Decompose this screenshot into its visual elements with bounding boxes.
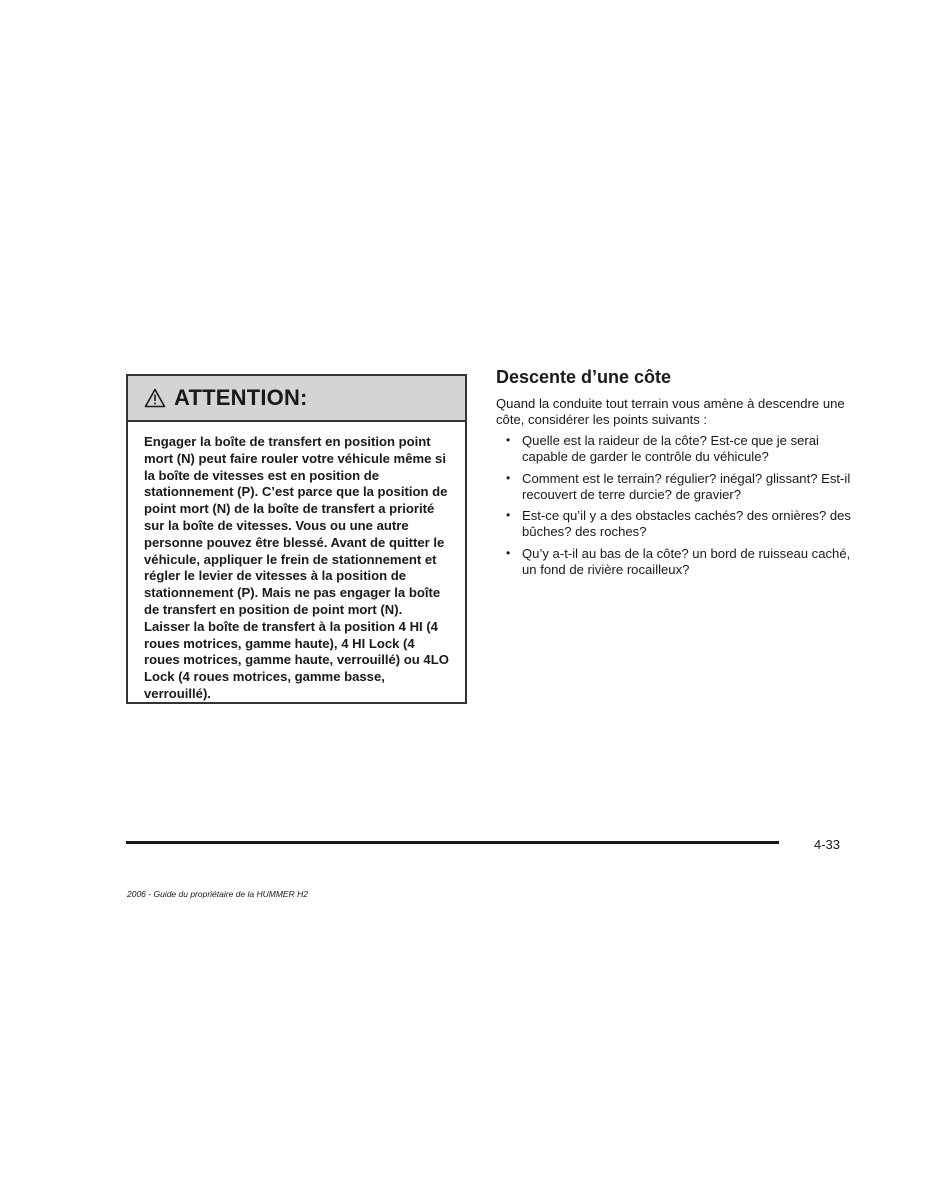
attention-title: ATTENTION: [174, 385, 308, 410]
list-item [496, 546, 856, 579]
page-number: 4-33 [814, 837, 841, 852]
footer-note: 2006 - Guide du propriétaire de la HUMMER H2 [127, 889, 308, 899]
list-item [496, 471, 856, 504]
attention-header [128, 376, 465, 422]
list-item [496, 508, 856, 541]
warning-triangle-icon [144, 388, 166, 408]
bullet-icon: • [506, 433, 511, 447]
bullet-icon: • [506, 545, 511, 560]
attention-body: Engager la boîte de transfert en position point mort (N) peut faire rouler votre véhicule même si la boîte de vitesses est en position de stationnement (P). C’est parce que la position de point mort (N) de la boîte de transfert a priorité sur la boîte de vitesses. Vous ou une autre personne pouvez être blessé. Avant de quitter le véhicule, appliquer le frein de stationnement et régler le levier de vitesses à la position de stationnement (P). Mais ne pas engager la boîte de transfert en position de point mort (N). Laisser la boîte de transfert à la position 4 HI (4 roues motrices, gamme haute), 4 HI Lock (4 roues motrices, gamme haute, verrouillé) ou 4LO Lock (4 roues motrices, gamme basse, verrouillé). [144, 434, 449, 701]
bullet-icon: • [506, 508, 511, 523]
section-intro: Quand la conduite tout terrain vous amène à descendre une côte, considérer les points suivants : [496, 396, 845, 427]
list-item-text: Est-ce qu’il y a des obstacles cachés? des ornières? des bûches? des roches? [522, 508, 851, 540]
list-item-text: Quelle est la raideur de la côte? Est-ce que je serai capable de garder le contrôle du véhicule? [522, 433, 819, 465]
descent-section [496, 366, 856, 583]
list-item-text: Comment est le terrain? régulier? inégal? glissant? Est-il recouvert de terre durcie? de gravier? [522, 470, 851, 502]
attention-box [126, 374, 467, 704]
list-item-text: Qu’y a-t-il au bas de la côte? un bord de ruisseau caché, un fond de rivière rocailleux? [522, 545, 851, 578]
footer-rule [126, 841, 779, 844]
section-title: Descente d’une côte [496, 367, 672, 387]
list-item [496, 433, 856, 466]
bullet-list [496, 433, 856, 578]
bullet-icon: • [506, 470, 511, 485]
